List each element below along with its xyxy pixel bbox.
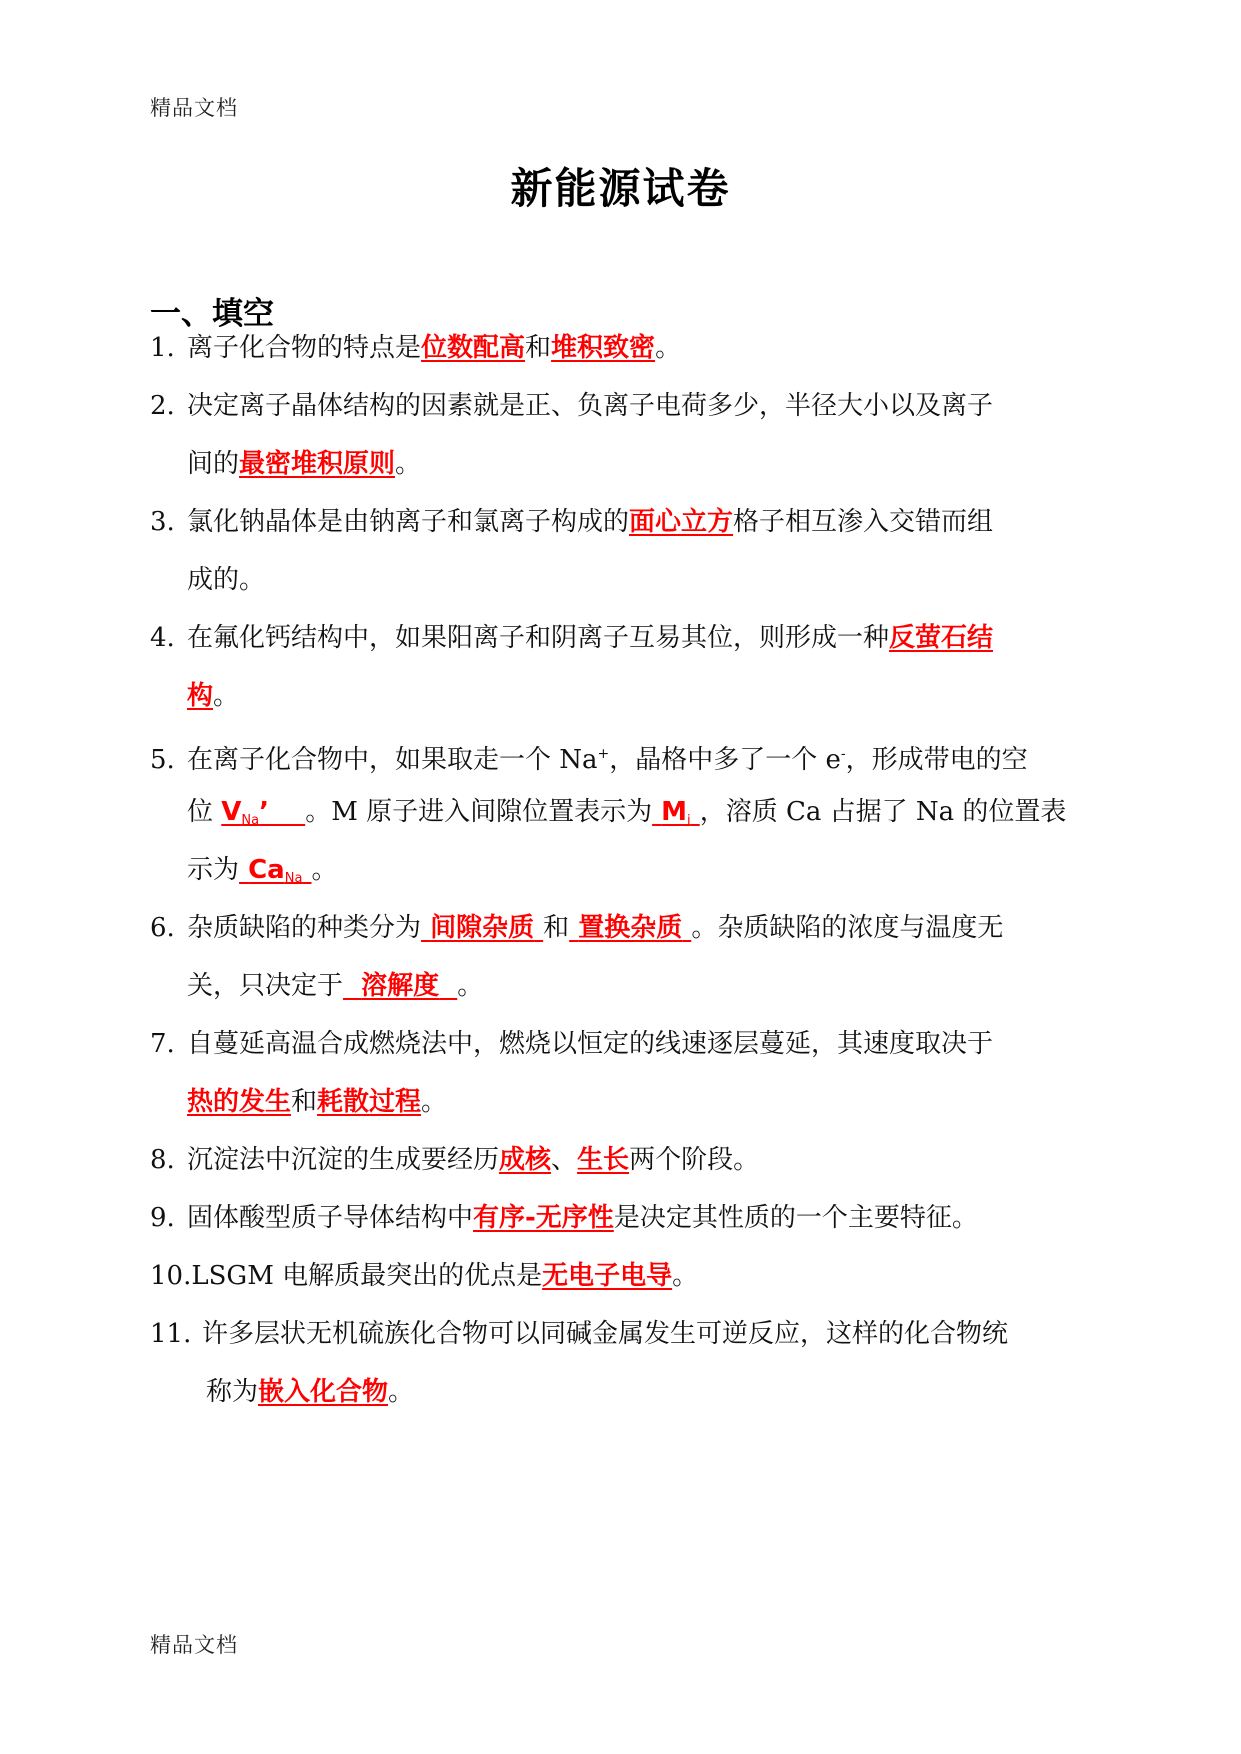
question-text: 沉淀法中沉淀的生成要经历 [187, 1145, 500, 1175]
question-text: 、 [551, 1145, 578, 1175]
question-text: 离子化合物的特点是 [187, 333, 422, 363]
question-text: 和 [525, 333, 552, 363]
question-number: 9. [150, 1203, 175, 1233]
answer-text: $M_i$ [661, 797, 691, 828]
question-3 [150, 490, 1100, 555]
question-text: 固体酸型质子导体结构中 [187, 1203, 474, 1233]
question-number: 6. [150, 913, 175, 943]
answer-text: 热的发生 [187, 1087, 292, 1117]
question-text: LSGM 电解质最突出的优点是 [191, 1261, 543, 1291]
section-heading: 一、填空 [150, 296, 274, 332]
answer-text: 有序-无序性 [473, 1203, 614, 1233]
question-text: 位 [187, 797, 222, 827]
question-text: 。 [672, 1261, 699, 1291]
answer-text: 成核 [499, 1145, 552, 1175]
answer-text: 间隙杂质 [430, 913, 535, 943]
question-number: 5. [150, 745, 175, 775]
question-text: 和 [543, 913, 570, 943]
question-3-continued [187, 548, 265, 613]
question-8 [150, 1128, 1100, 1193]
answer-text: 面心立方 [629, 507, 734, 537]
answer-text: 溶解度 [361, 971, 440, 1001]
page-header: 精品文档 [150, 96, 238, 120]
question-number: 3. [150, 507, 175, 537]
question-11 [150, 1302, 1100, 1367]
question-2 [150, 374, 1100, 439]
question-text: ，晶格中多了一个 e [609, 745, 841, 775]
question-4-continued [187, 664, 239, 729]
question-number: 4. [150, 623, 175, 653]
question-text: 杂质缺陷的种类分为 [187, 913, 422, 943]
superscript: + [597, 746, 610, 762]
question-text: 和 [291, 1087, 318, 1117]
question-text: ，溶质 Ca 占据了 Na 的位置表 [699, 797, 1067, 827]
answer-text: 置换杂质 [578, 913, 683, 943]
question-text: 。 [395, 449, 422, 479]
answer-text: 生长 [577, 1145, 630, 1175]
answer-text: 耗散过程 [317, 1087, 422, 1117]
question-10 [150, 1244, 1100, 1309]
question-text: 自蔓延高温合成燃烧法中，燃烧以恒定的线速逐层蔓延，其速度取决于 [187, 1029, 994, 1059]
answer-text: $V_{Na}$’ [221, 797, 269, 828]
answer-text: 堆积致密 [551, 333, 656, 363]
question-text: 格子相互渗入交错而组 [733, 507, 994, 537]
question-6 [150, 896, 1100, 961]
question-text: 示为 [187, 855, 240, 885]
question-text: 。杂质缺陷的浓度与温度无 [691, 913, 1004, 943]
question-text: 。 [311, 855, 338, 885]
question-text: 成的。 [187, 565, 266, 595]
question-number: 8. [150, 1145, 175, 1175]
answer-text: 嵌入化合物 [258, 1377, 389, 1407]
question-number: 7. [150, 1029, 175, 1059]
question-text: 间的 [187, 449, 240, 479]
answer-text: 构 [187, 681, 214, 711]
question-4 [150, 606, 1100, 671]
question-text: ，形成带电的空 [845, 745, 1028, 775]
answer-text: 最密堆积原则 [239, 449, 396, 479]
page-title: 新能源试卷 [510, 164, 731, 213]
question-text: 称为 [206, 1377, 259, 1407]
question-text: 。 [457, 971, 484, 1001]
question-text: 许多层状无机硫族化合物可以同碱金属发生可逆反应，这样的化合物统 [202, 1319, 1009, 1349]
question-text: 氯化钠晶体是由钠离子和氯离子构成的 [187, 507, 630, 537]
question-number: 1. [150, 333, 175, 363]
question-text: 两个阶段。 [629, 1145, 760, 1175]
question-11-continued [206, 1360, 414, 1425]
superscript: - [840, 746, 846, 762]
question-1 [150, 316, 1100, 381]
answer-text: 无电子电导 [542, 1261, 673, 1291]
question-2-continued [187, 432, 421, 497]
question-text: 。 [388, 1377, 415, 1407]
question-text: 是决定其性质的一个主要特征。 [613, 1203, 978, 1233]
question-number: 2. [150, 391, 175, 421]
question-9 [150, 1186, 1100, 1251]
question-text: 。M 原子进入间隙位置表示为 [305, 797, 653, 827]
question-7 [150, 1012, 1100, 1077]
question-text: 决定离子晶体结构的因素就是正、负离子电荷多少，半径大小以及离子 [187, 391, 994, 421]
question-text: 。 [655, 333, 682, 363]
question-number: 11. [150, 1319, 192, 1349]
question-text: 在氟化钙结构中，如果阳离子和阴离子互易其位，则形成一种 [187, 623, 890, 653]
answer-text: 反萤石结 [889, 623, 994, 653]
answer-text: $Ca_{Na}$ [248, 855, 303, 886]
question-number: 10. [150, 1261, 192, 1291]
question-6-continued [187, 954, 483, 1019]
question-7-continued [187, 1070, 447, 1135]
question-text: 。 [421, 1087, 448, 1117]
page-footer: 精品文档 [150, 1633, 238, 1657]
question-text: 。 [213, 681, 240, 711]
question-text: 在离子化合物中，如果取走一个 Na [187, 745, 598, 775]
answer-text: 位数配高 [421, 333, 526, 363]
question-text: 关，只决定于 [187, 971, 344, 1001]
